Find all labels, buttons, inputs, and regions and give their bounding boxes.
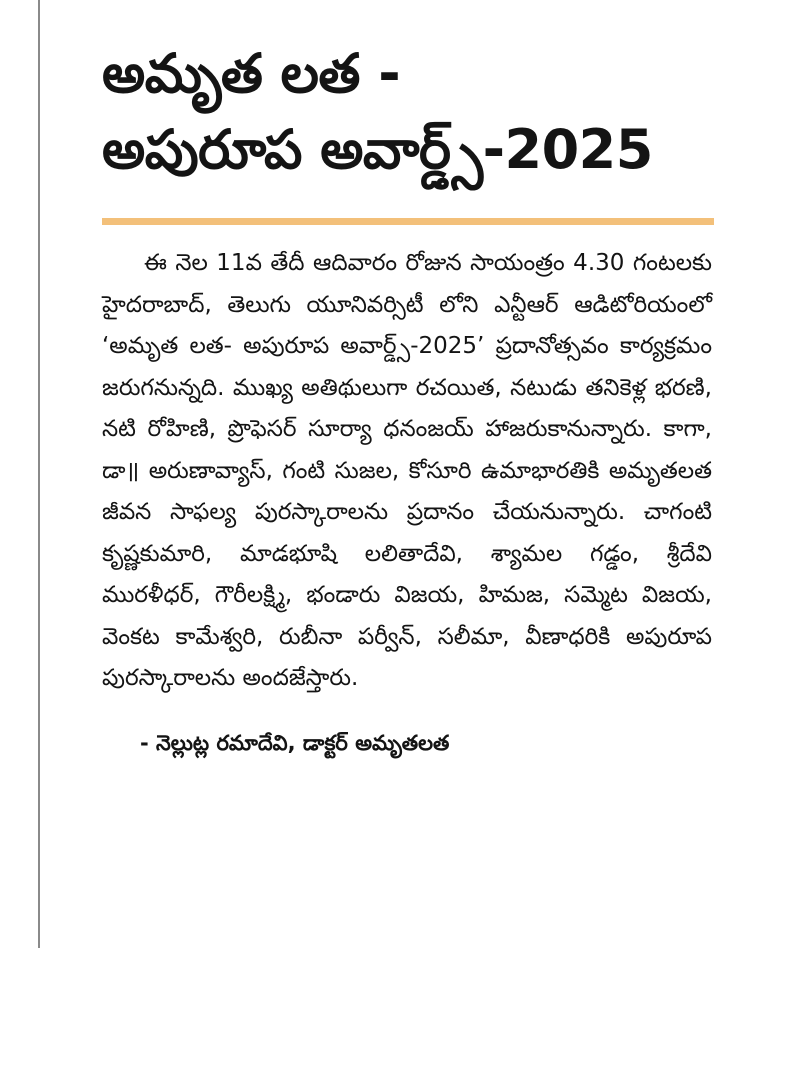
headline-line-1: అమృత లత -: [102, 42, 401, 105]
headline-line-2: అపురూప అవార్డ్స్-2025: [102, 118, 653, 181]
headline-underline-rule: [102, 218, 714, 225]
news-article: [102, 36, 722, 763]
article-byline: - నెల్లుట్ల రమాదేవి, డాక్టర్ అమృతలత: [140, 730, 450, 755]
article-body: ఈ నెల 11వ తేదీ ఆదివారం రోజున సాయంత్రం 4.30 గంటలకు హైదరాబాద్, తెలుగు యూనివర్సిటీ లోని ఎన్టీఆర్ ఆడిటోరియంలో ‘అమృత లత- అపురూప అవార్డ్స్-2025’ ప్రదానోత్సవం కార్యక్రమం జరుగనున్నది. ముఖ్య అతిథులుగా రచయిత, నటుడు తనికెళ్ల భరణి, నటి రోహిణి, ప్రొఫెసర్ సూర్యా ధనంజయ్ హాజరుకానున్నారు. కాగా, డా॥ అరుణావ్యాస్, గంటి సుజల, కోసూరి ఉమాభారతికి అమృతలత జీవన సాఫల్య పురస్కారాలను ప్రదానం చేయనున్నారు. చాగంటి కృష్ణకుమారి, మాడభూషి లలితాదేవి, శ్యామల గడ్డం, శ్రీదేవి మురళీధర్, గౌరీలక్ష్మి, భండారు విజయ, హిమజ, సమ్మెట విజయ, వెంకట కామేశ్వరి, రుబీనా పర్వీన్, సలీమా, వీణాధరికి అపురూప పురస్కారాలను అందజేస్తారు.: [102, 250, 712, 691]
article-headline: [102, 36, 722, 188]
column-divider: [38, 0, 40, 948]
